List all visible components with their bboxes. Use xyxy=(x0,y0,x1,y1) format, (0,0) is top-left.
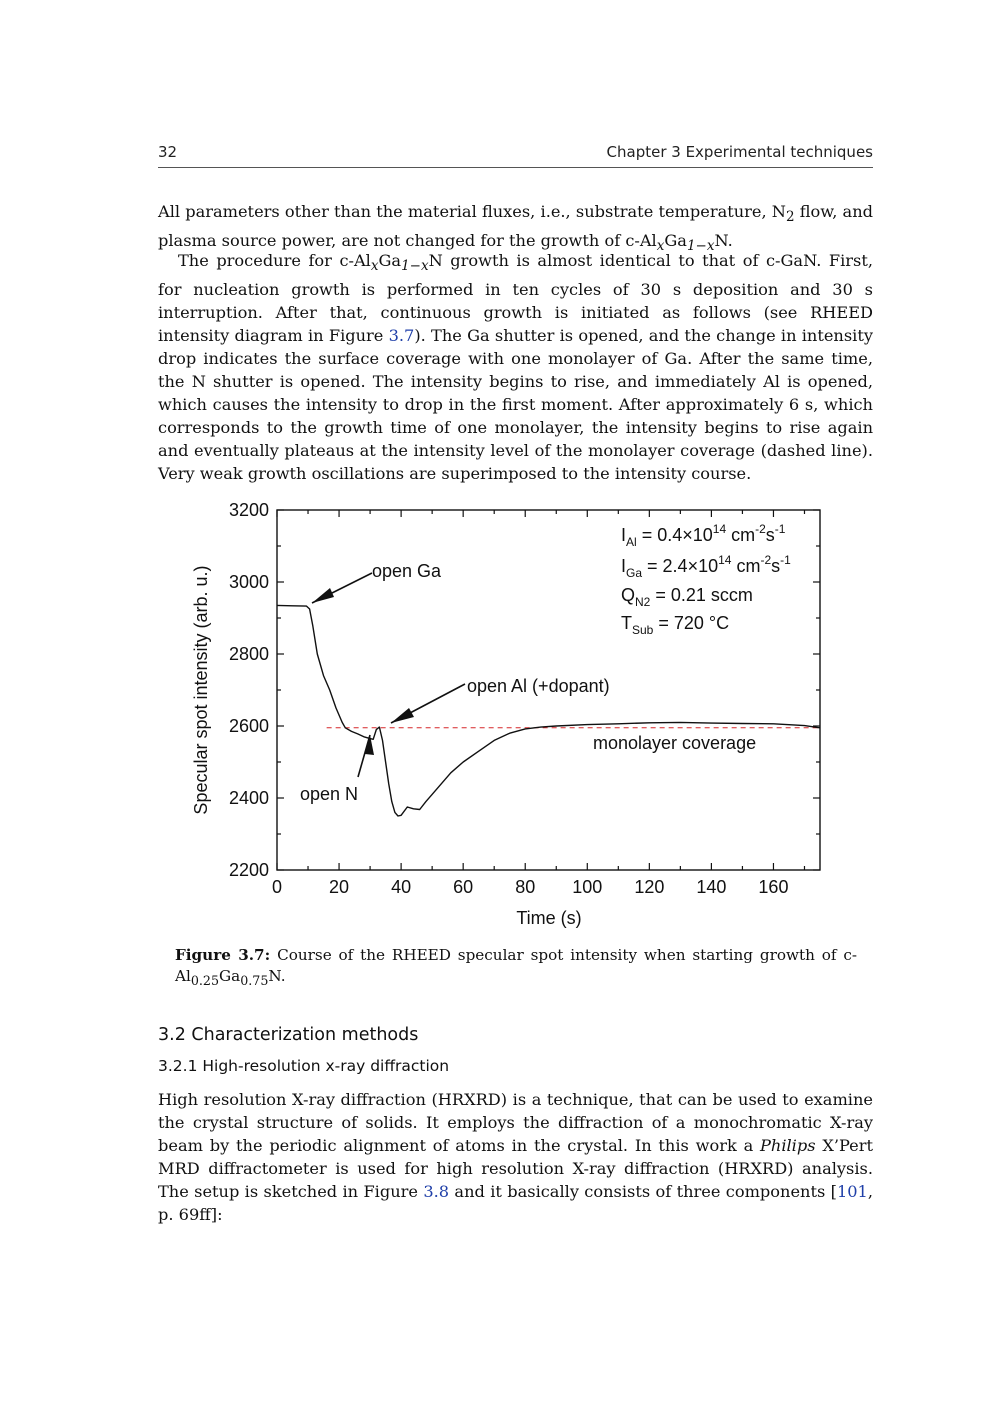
x-tick-label: 160 xyxy=(758,877,789,897)
running-head xyxy=(158,143,873,168)
arrowhead-open-ga xyxy=(312,588,334,603)
x-tick-label: 40 xyxy=(391,877,412,897)
x-tick-label: 60 xyxy=(453,877,474,897)
arrowhead-open-al xyxy=(391,708,414,723)
y-axis-label: Specular spot intensity (arb. u.) xyxy=(191,565,211,815)
chapter-title: Chapter 3 Experimental techniques xyxy=(606,143,873,161)
param-i-ga: $I_{Ga} = 2.4\times 10^{14}$ $cm^{-2}s^{-1}$ xyxy=(621,553,791,580)
paragraph-hrxrd: High resolution X-ray diffraction (HRXRD) is a technique, that can be used to examine the crystal structure of solids. It employs the diffraction of a monochromatic X-ray beam by the periodic alignment of atoms in the crystal. In this work a Philips X’Pert MRD diffractometer is used for high resolution X-ray diffraction (HRXRD) analysis. The setup is sketched in Figure 3.8 and it basically consists of three components [101, p. 69ff]: xyxy=(158,1090,874,1224)
annotation-monolayer-coverage: monolayer coverage xyxy=(593,733,757,753)
x-tick-label: 100 xyxy=(572,877,603,897)
y-tick-label: 3000 xyxy=(228,572,269,592)
arrow-open-n xyxy=(358,735,370,777)
section-heading-3-2: 3.2 Characterization methods xyxy=(158,1025,419,1045)
rheed-intensity-chart xyxy=(185,492,835,934)
paragraph-parameters: All parameters other than the material fluxes, i.e., substrate temperature, $N_2$ flow, and plasma source power, are not changed for the growth of $c-Al_xGa_{1-x}N$. xyxy=(158,202,873,255)
param-i-al: $I_{Al} = 0.4\times 10^{14}$ $cm^{-2}s^{-1}$ xyxy=(621,522,786,549)
figure-ref-3-8[interactable]: 3.8 xyxy=(423,1182,450,1201)
x-axis-label: Time (s) xyxy=(516,908,582,928)
series-line-0 xyxy=(277,605,820,816)
annotation-open-ga: open Ga xyxy=(372,561,442,581)
y-tick-label: 3200 xyxy=(228,500,269,520)
chart-arrows xyxy=(312,573,465,777)
x-tick-label: 0 xyxy=(271,877,283,897)
param-t-sub: $T_{Sub} = 720$ °C xyxy=(621,613,730,637)
x-tick-label: 80 xyxy=(515,877,536,897)
param-q-n2: $Q_{N2} = 0.21$ sccm xyxy=(621,585,753,609)
x-tick-label: 140 xyxy=(696,877,727,897)
x-tick-label: 20 xyxy=(329,877,350,897)
y-tick-label: 2400 xyxy=(228,788,269,808)
figure-ref-3-7[interactable]: 3.7 xyxy=(388,326,415,346)
page-number: 32 xyxy=(158,143,178,161)
annotation-open-n: open N xyxy=(300,784,359,804)
y-tick-label: 2200 xyxy=(228,860,269,880)
x-tick-label: 120 xyxy=(634,877,665,897)
citation-ref-101[interactable]: 101 xyxy=(836,1182,868,1201)
paragraph-procedure: The procedure for $c-Al_xGa_{1-x}N$ growth is almost identical to that of c-GaN. First, for nucleation growth is performed in ten cycles of 30 s deposition and 30 s interruption. After that, continuous growth is initiated as follows (see RHEED intensity diagram in Figure 3.7). The Ga shutter is opened, and the change in intensity drop indicates the surface coverage with one monolayer of Ga. After the same time, the N shutter is opened. The intensity begins to rise, and immediately Al is opened, which causes the intensity to drop in the first moment. After approximately 6 s, which corresponds to the growth time of one monolayer, the intensity begins to rise again and eventually plateaus at the intensity level of the monolayer coverage (dashed line). Very weak growth oscillations are superimposed to the intensity course. xyxy=(158,251,873,484)
annotation-open-al: open Al (+dopant) xyxy=(467,676,610,696)
figure-label: Figure 3.7: xyxy=(175,946,271,964)
y-tick-label: 2800 xyxy=(228,644,269,664)
chart-series xyxy=(277,605,820,816)
subsection-heading-3-2-1: 3.2.1 High-resolution x-ray diffraction xyxy=(158,1057,450,1075)
y-tick-label: 2600 xyxy=(228,716,269,736)
figure-caption: Figure 3.7: Course of the RHEED specular spot intensity when starting growth of $c-Al_{0.25}Ga_{0.75}N$. xyxy=(175,946,857,989)
